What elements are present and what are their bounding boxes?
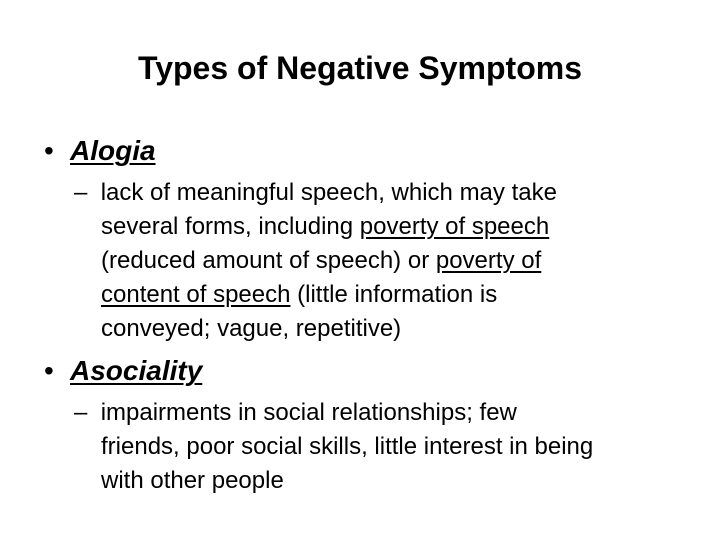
description-line [74, 396, 694, 430]
description-text: (little information is [290, 281, 498, 308]
description-line [74, 210, 694, 244]
description-text: impairments in social relationships; few [100, 399, 517, 426]
underlined-term: content of speech [101, 281, 291, 308]
description-line: conveyed; vague, repetitive) [101, 315, 402, 342]
bullet-asociality [44, 354, 202, 388]
description-text: lack of meaningful speech, which may take [100, 179, 557, 206]
bullet-marker: • [44, 135, 54, 166]
asociality-description [74, 396, 694, 498]
description-line: with other people [101, 467, 284, 494]
underlined-term: poverty of speech [359, 213, 550, 240]
alogia-description [74, 176, 694, 346]
underlined-term: poverty of [435, 247, 542, 274]
term-asociality: Asociality [70, 355, 203, 386]
sub-marker: – [74, 399, 88, 426]
description-line [74, 176, 694, 210]
description-line [74, 278, 694, 312]
bullet-marker: • [44, 355, 54, 386]
bullet-alogia [44, 134, 156, 168]
description-text: several forms, including [101, 213, 360, 240]
sub-marker: – [74, 179, 88, 206]
term-alogia: Alogia [70, 135, 156, 166]
description-text: (reduced amount of speech) or [101, 247, 436, 274]
description-line [74, 244, 694, 278]
slide-title: Types of Negative Symptoms [138, 50, 582, 86]
description-line: friends, poor social skills, little interest in being [101, 433, 594, 460]
